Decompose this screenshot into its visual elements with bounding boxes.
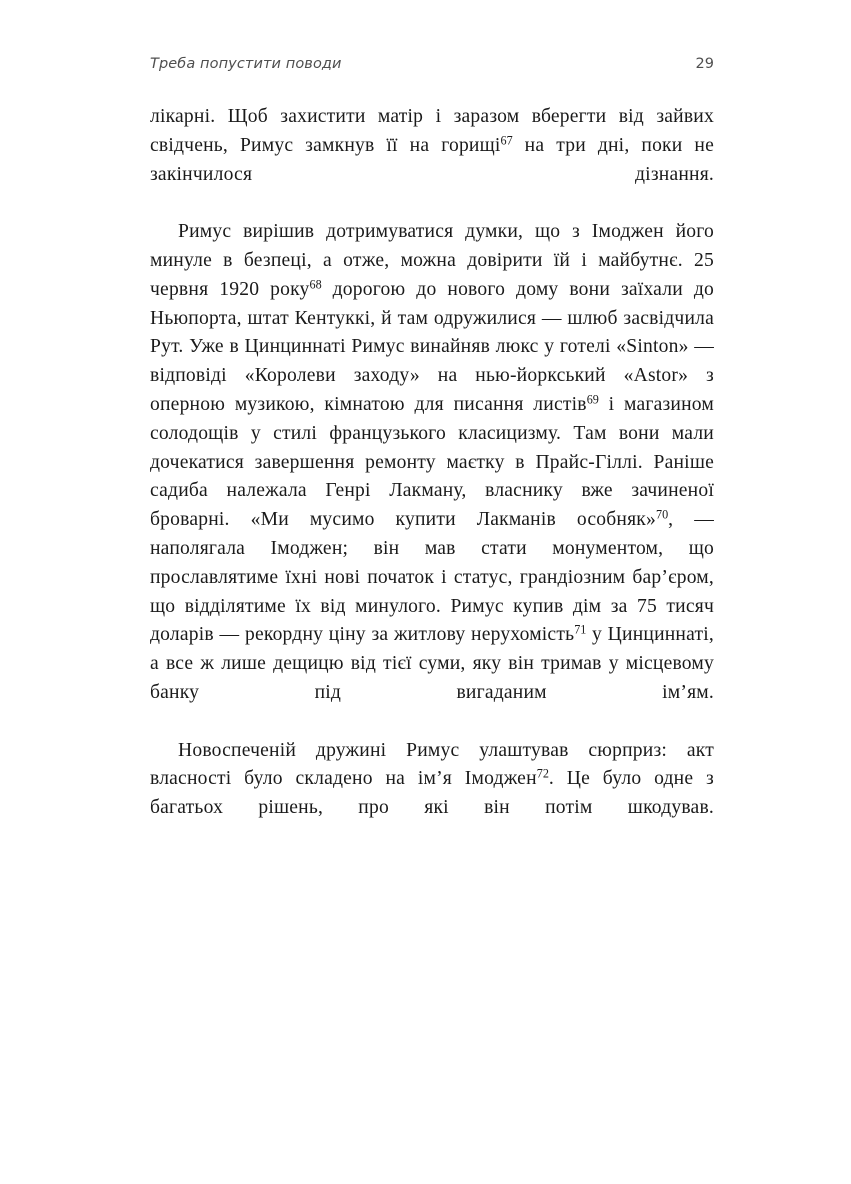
page-content <box>150 56 714 852</box>
para-continuation: лікарні. Щоб захистити матір і заразом вберегти від зайвих свідчень, Римус замкнув її на горищі$^{67}$ на три дні, поки не закінчилося дізнання. <box>150 106 714 185</box>
running-head <box>150 56 714 82</box>
para-deed: Новоспеченій дружині Римус улаштував сюрприз: акт власності було складено на ім’я Імоджен$^{72}$. Це було одне з багатьох рішень, про які він потім шкодував. <box>150 739 714 819</box>
body-text <box>150 103 714 852</box>
para-marriage: Римус вирішив дотримуватися думки, що з Імоджен його минуле в безпеці, а отже, можна довірити їй і майбутнє. 25 червня 1920 року$^{68}$ дорогою до нового дому вони заїхали до Ньюпорта, штат Кентуккі, й там одружилися — шлюб засвідчила Рут. Уже в Цинциннаті Римус винайняв люкс у готелі «Sinton» — відповіді «Королеви заходу» на нью-йоркський «Astor» з оперною музикою, кімнатою для писання листів$^{69}$ і магазином солодощів у стилі французького класицизму. Там вони мали дочекатися завершення ремонту маєтку в Прайс-Гіллі. Раніше садиба належала Генрі Лакману, власнику вже зачиненої броварні. «Ми мусимо купити Лакманів особняк»$^{70}$, — наполягала Імоджен; він мав стати монументом, що прославлятиме їхні нові початок і статус, грандіозним бар’єром, що відділятиме їх від минулого. Римус купив дім за 75 тисяч доларів — рекордну ціну за житлову нерухомість$^{71}$ у Цинциннаті, а все ж лише дещицю від тієї суми, яку він тримав у місцевому банку під вигаданим ім’ям. <box>150 221 715 703</box>
running-head-title: Треба попустити поводи <box>150 56 342 72</box>
footnote-marker[interactable]: 70 <box>656 507 669 522</box>
footnote-marker[interactable]: 72 <box>536 767 549 782</box>
page-number: 29 <box>695 56 714 72</box>
footnote-marker[interactable]: 67 <box>500 133 513 148</box>
footnote-marker[interactable]: 69 <box>586 392 599 407</box>
footnote-marker[interactable]: 68 <box>309 277 322 292</box>
footnote-marker[interactable]: 71 <box>574 623 587 638</box>
